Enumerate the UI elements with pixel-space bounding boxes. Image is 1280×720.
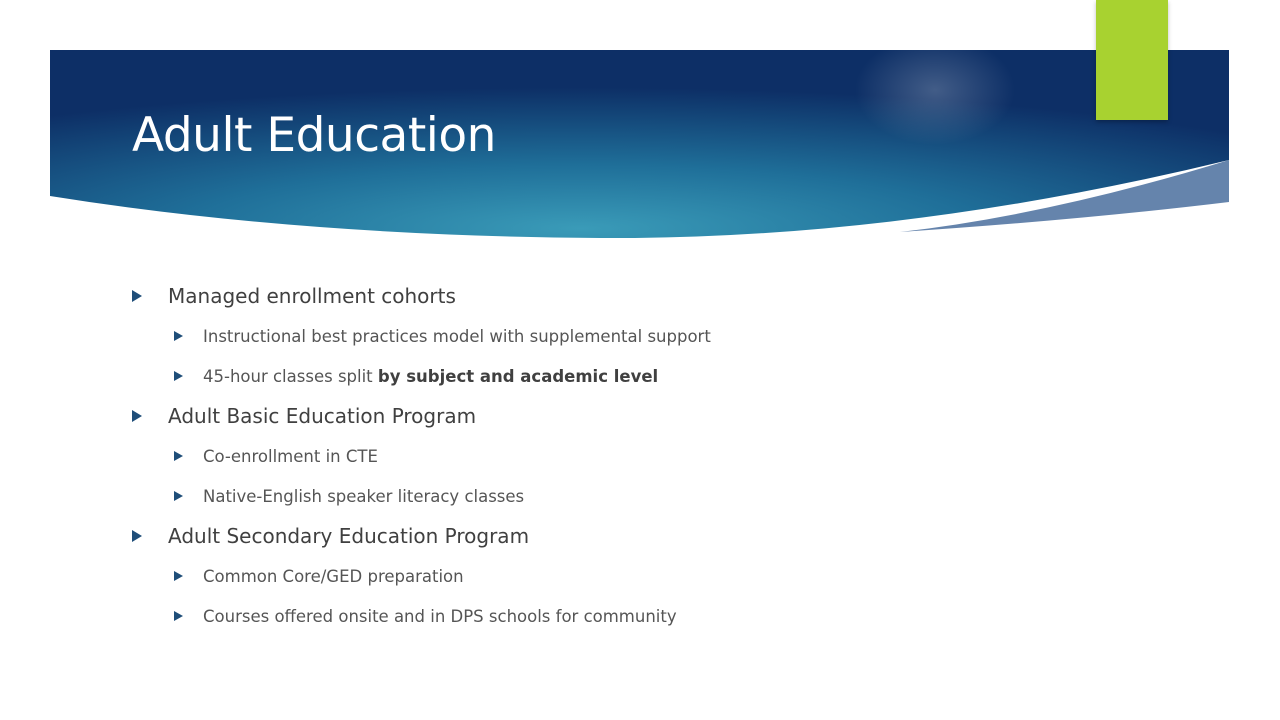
sub-bullet-text-prefix: 45-hour classes split <box>203 366 378 386</box>
sub-bullet-item-literacy-classes <box>132 476 1172 516</box>
bullet-arrow-icon <box>174 491 183 501</box>
accent-tab <box>1096 0 1168 120</box>
sub-bullet-item-courses-offered <box>132 596 1172 636</box>
bullet-item-adult-secondary-education <box>132 516 1172 556</box>
bullet-item-managed-enrollment <box>132 276 1172 316</box>
bullet-text: Adult Basic Education Program <box>168 404 477 428</box>
bullet-text: Adult Secondary Education Program <box>168 524 530 548</box>
bullet-text: Managed enrollment cohorts <box>168 284 456 308</box>
bullet-list <box>132 276 1172 636</box>
sub-bullet-text: Native-English speaker literacy classes <box>203 486 525 506</box>
sub-bullet-item-co-enrollment <box>132 436 1172 476</box>
bullet-arrow-icon <box>174 611 183 621</box>
sub-bullet-text: Courses offered onsite and in DPS schools for community <box>203 606 677 626</box>
bullet-arrow-icon <box>132 530 142 542</box>
sub-bullet-item-best-practices <box>132 316 1172 356</box>
bullet-arrow-icon <box>174 371 183 381</box>
slide-title: Adult Education <box>132 108 496 163</box>
bullet-arrow-icon <box>174 571 183 581</box>
sub-bullet-text: Co-enrollment in CTE <box>203 446 378 466</box>
banner-glow <box>855 35 1015 145</box>
sub-bullet-text-bold: by subject and academic level <box>377 366 659 386</box>
bullet-arrow-icon <box>174 451 183 461</box>
bullet-arrow-icon <box>174 331 183 341</box>
sub-bullet-text <box>203 367 658 386</box>
sub-bullet-item-45-hour-classes <box>132 356 1172 396</box>
bullet-arrow-icon <box>132 410 142 422</box>
bullet-item-adult-basic-education <box>132 396 1172 436</box>
sub-bullet-text: Instructional best practices model with supplemental support <box>203 326 711 346</box>
sub-bullet-text: Common Core/GED preparation <box>203 566 464 586</box>
sub-bullet-item-common-core <box>132 556 1172 596</box>
bullet-arrow-icon <box>132 290 142 302</box>
